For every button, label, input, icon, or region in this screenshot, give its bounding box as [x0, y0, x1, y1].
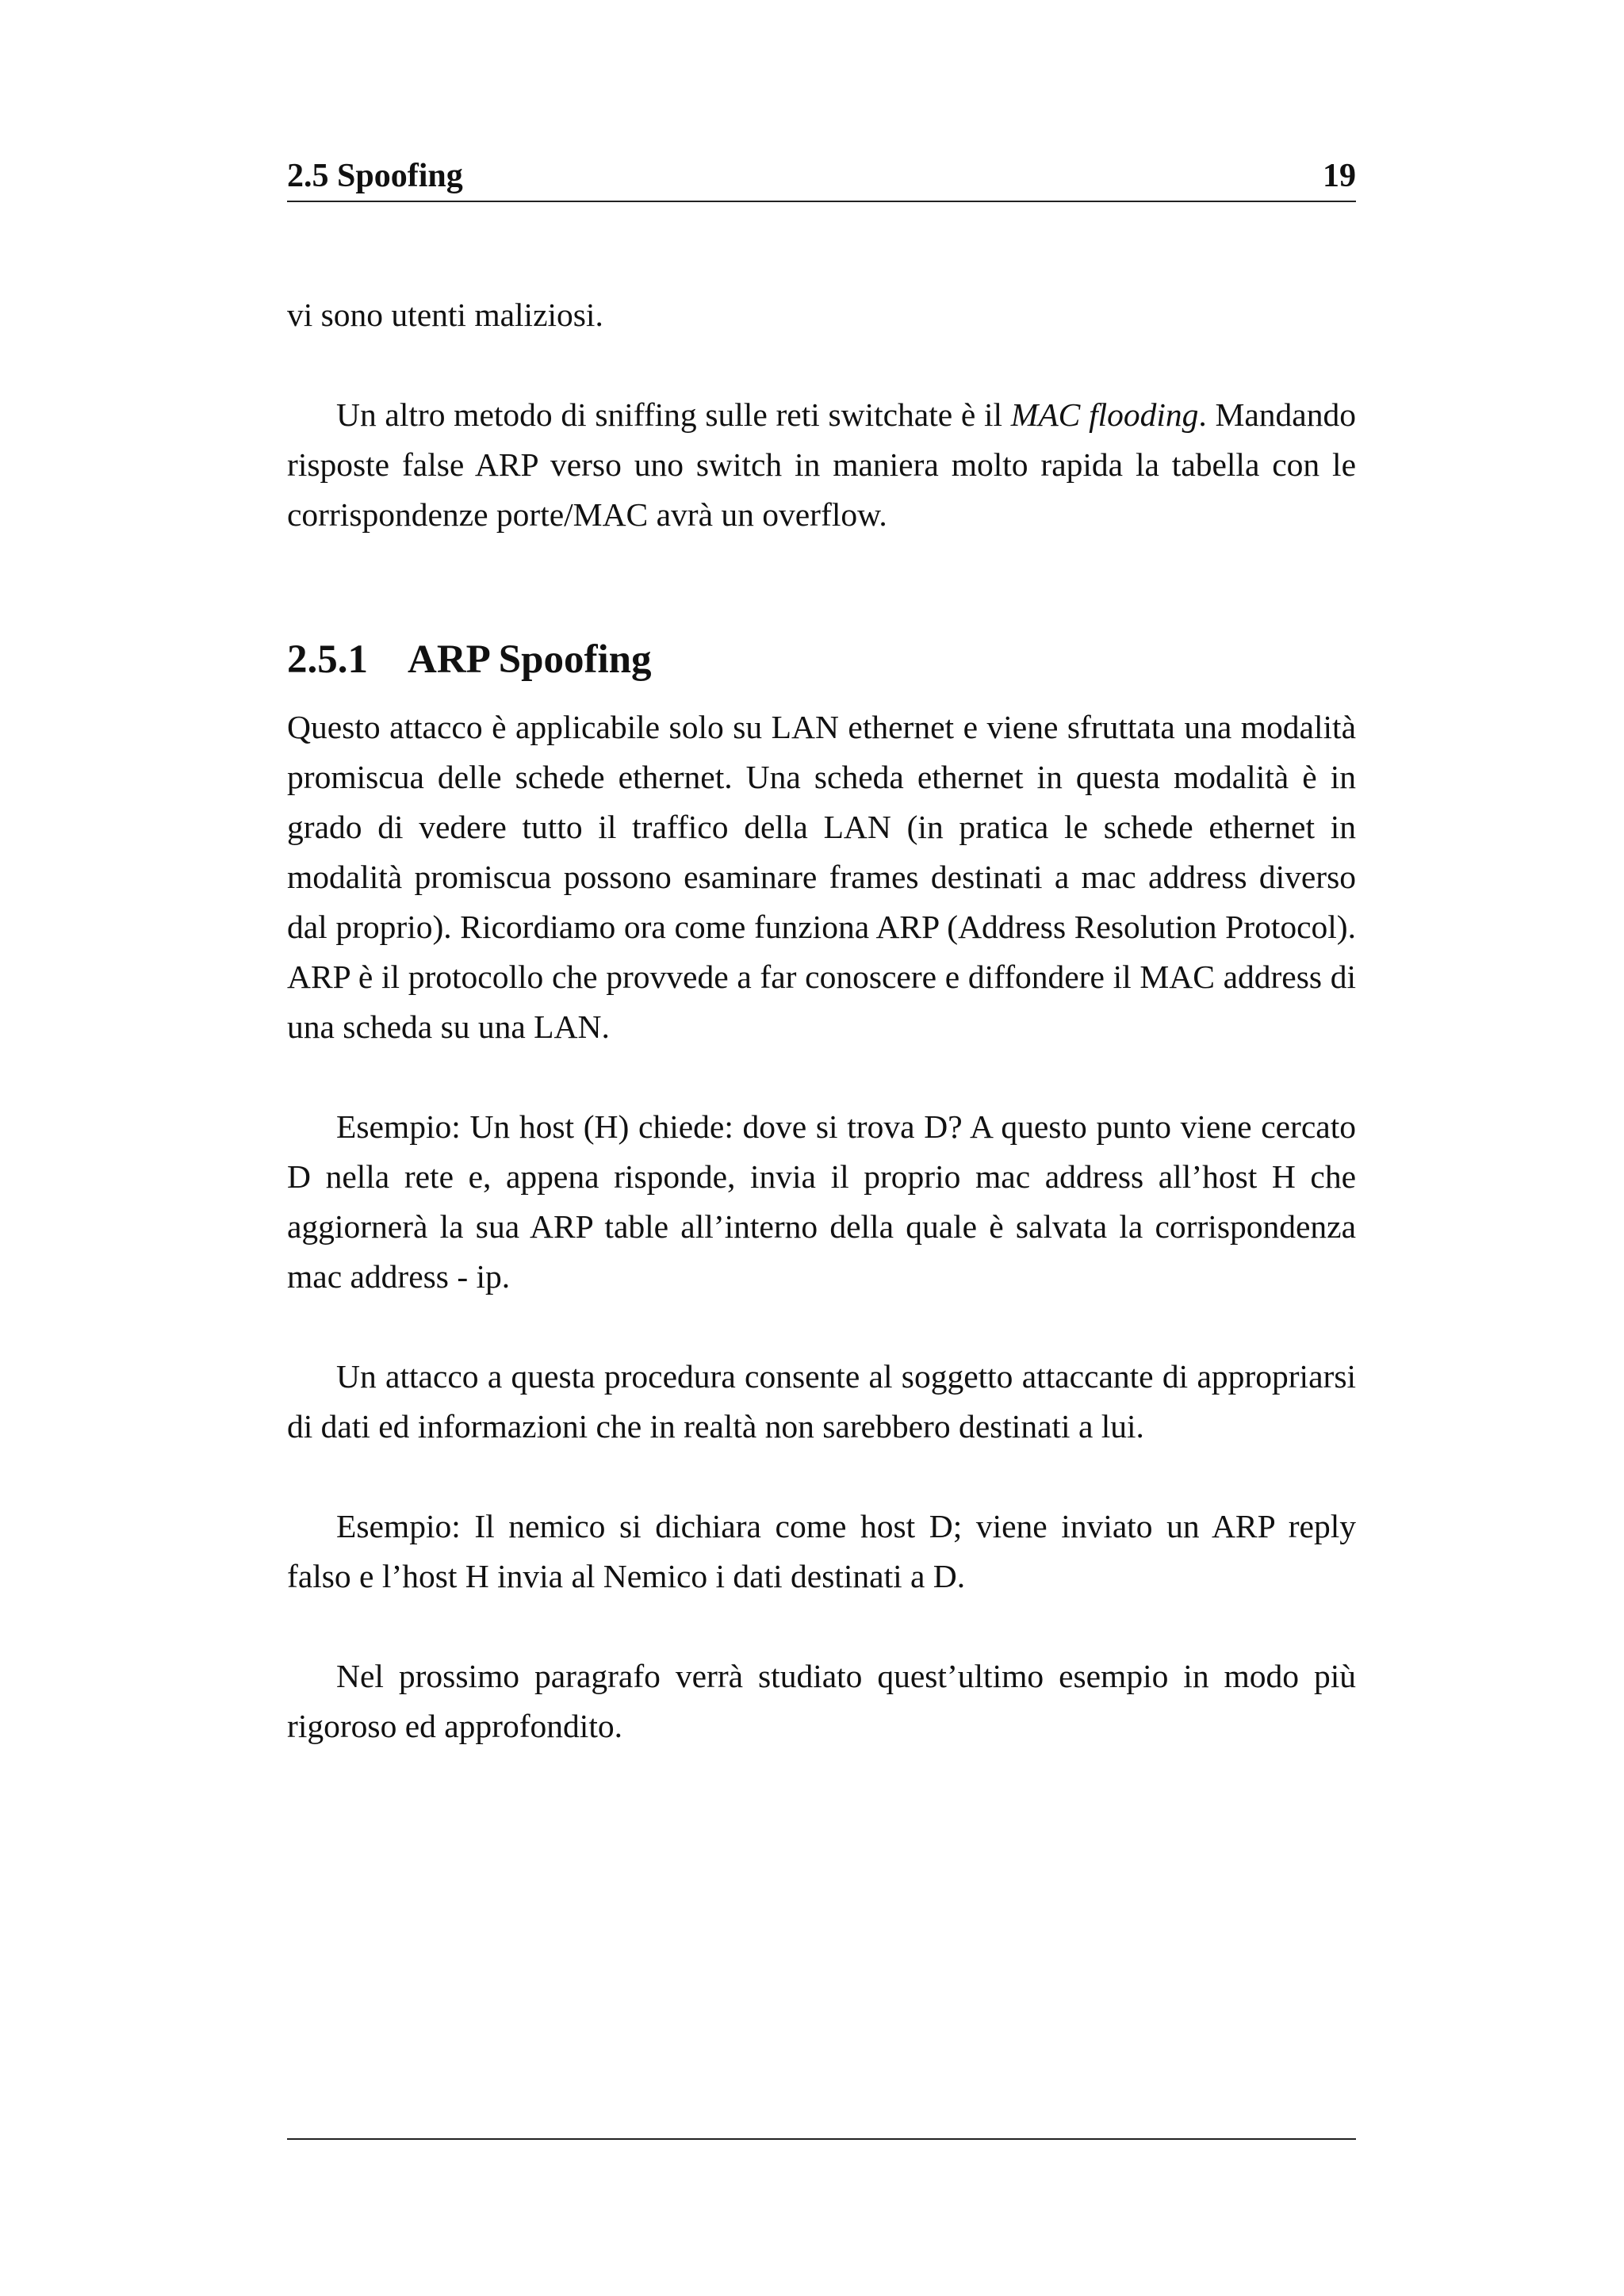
- section-title-text: ARP Spoofing: [408, 637, 652, 682]
- paragraph-example-2: Esempio: Il nemico si dichiara come host D; viene inviato un ARP reply falso e l’host H invia al Nemico i dati destinati a D.: [287, 1508, 1356, 1594]
- paragraph-mac-flooding: [287, 390, 1356, 540]
- mac-flooding-term: MAC flooding: [1010, 396, 1199, 433]
- header-section-title: 2.5 Spoofing: [287, 158, 463, 194]
- paragraph-attack: Un attacco a questa procedura consente al soggetto attaccante di appropriarsi di dati ed informazioni che in realtà non sarebbero destinati a lui.: [287, 1358, 1356, 1445]
- page-number: 19: [1323, 158, 1356, 194]
- mac-flooding-text-start: Un altro metodo di sniffing sulle reti switchate è il: [336, 396, 1011, 433]
- section-heading: [287, 635, 1356, 685]
- footer-rule: [287, 2138, 1356, 2140]
- paragraph-example-1: Esempio: Un host (H) chiede: dove si trova D? A questo punto viene cercato D nella rete e, appena risponde, invia il proprio mac address all’host H che aggiornerà la sua ARP table all’interno della quale è salvata la corrispondenza mac address - ip.: [287, 1108, 1356, 1295]
- page-body: [287, 290, 1356, 1751]
- header-rule: [287, 201, 1356, 202]
- section-number: 2.5.1: [287, 637, 368, 682]
- paragraph-next: Nel prossimo paragrafo verrà studiato quest’ultimo esempio in modo più rigoroso ed approfondito.: [287, 1658, 1356, 1744]
- paragraph-arp-intro: Questo attacco è applicabile solo su LAN ethernet e viene sfruttata una modalità promiscua delle schede ethernet. Una scheda ethernet in questa modalità è in grado di vedere tutto il traffico della LAN (in pratica le schede ethernet in modalità promiscua possono esaminare frames destinati a mac address diverso dal proprio). Ricordiamo ora come funziona ARP (Address Resolution Protocol). ARP è il protocollo che provvede a far conoscere e diffondere il MAC address di una scheda su una LAN.: [287, 709, 1356, 1045]
- mac-flooding-text-end: . Mandando risposte false ARP verso uno switch in maniera molto rapida la tabella con le corrispondenze porte/MAC avrà un overflow.: [287, 396, 1356, 533]
- running-header: [287, 157, 1356, 201]
- paragraph-continuation: vi sono utenti maliziosi.: [287, 297, 603, 333]
